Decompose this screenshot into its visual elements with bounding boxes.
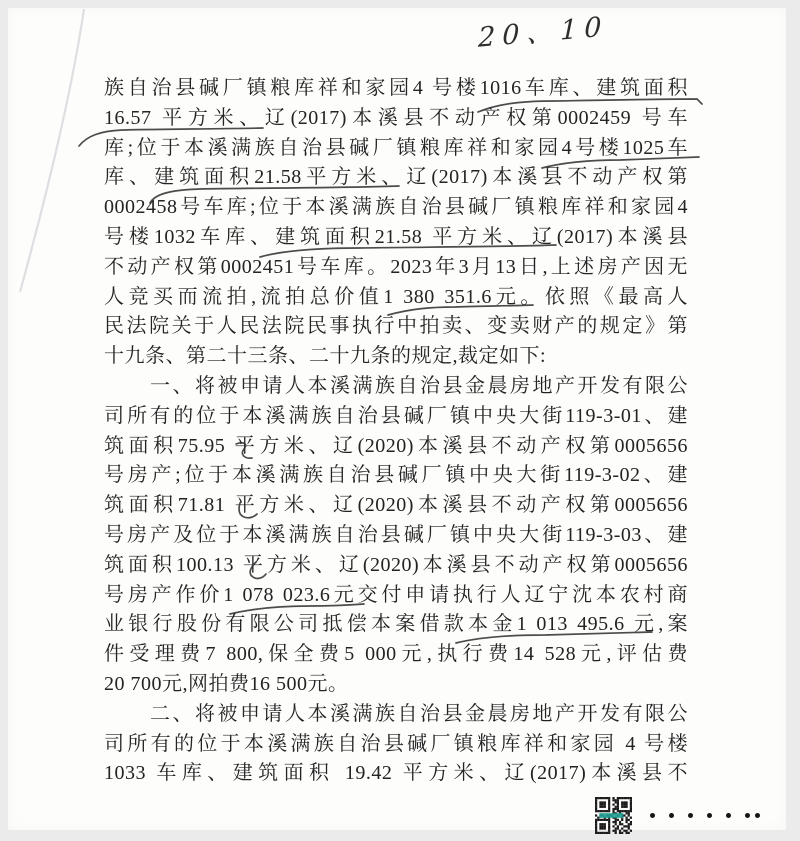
qr-module (608, 830, 610, 832)
qr-module (599, 819, 601, 821)
qr-module (606, 810, 608, 812)
qr-module (608, 806, 610, 808)
dot (650, 813, 655, 818)
qr-module (595, 808, 597, 810)
text-line: 库、建筑面积21.58平方米、辽(2017)本溪县不动产权第 (104, 166, 688, 189)
qr-module (604, 804, 606, 806)
qr-module (630, 817, 632, 819)
qr-module (630, 804, 632, 806)
qr-module (602, 804, 604, 806)
qr-module (625, 821, 627, 823)
qr-module (619, 810, 621, 812)
qr-module (602, 797, 604, 799)
qr-module (619, 832, 621, 834)
qr-module (597, 817, 599, 819)
qr-module (599, 801, 601, 803)
qr-module (612, 808, 614, 810)
qr-module (599, 804, 601, 806)
qr-module (625, 806, 627, 808)
qr-module (630, 799, 632, 801)
qr-module (625, 825, 627, 827)
qr-module (608, 797, 610, 799)
qr-module (604, 825, 606, 827)
text-line: 人竞买而流拍,流拍总价值1 380 351.6元。依照《最高人 (104, 285, 688, 308)
qr-module (599, 797, 601, 799)
qr-module (621, 827, 623, 829)
qr-module (617, 804, 619, 806)
text-line: 业银行股份有限公司抵偿本案借款本金1 013 495.6 元,案 (104, 613, 688, 636)
text-line: 号房产及位于本溪满族自治县碱厂镇中央大街119-3-03、建 (104, 523, 688, 546)
qr-module (630, 806, 632, 808)
dot-row (650, 809, 760, 821)
text-line: 件受理费7 800,保全费5 000元,执行费14 528元,评估费 (104, 643, 688, 666)
qr-module (602, 806, 604, 808)
qr-module (617, 806, 619, 808)
handwritten-note: 20、10 (477, 11, 609, 54)
dot (688, 813, 693, 818)
qr-module (625, 832, 627, 834)
qr-module (606, 819, 608, 821)
qr-module (602, 810, 604, 812)
qr-module (617, 801, 619, 803)
text-line: 不动产权第0002451号车库。2023年3月13日,上述房产因无 (104, 255, 688, 278)
qr-module (628, 827, 630, 829)
qr-module (615, 819, 617, 821)
qr-module (619, 821, 621, 823)
text-line: 一、将被申请人本溪满族自治县金晨房地产开发有限公 (150, 374, 688, 397)
text-line: 二、将被申请人本溪满族自治县金晨房地产开发有限公 (150, 702, 688, 725)
qr-module (628, 810, 630, 812)
qr-module (595, 814, 597, 816)
qr-module (602, 825, 604, 827)
text-line: 1033 车库、建筑面积 19.42 平方米、辽(2017)本溪县不 (104, 762, 688, 785)
qr-module (595, 804, 597, 806)
qr-module (628, 812, 630, 814)
qr-module (621, 832, 623, 834)
qr-module (608, 799, 610, 801)
qr-module (604, 823, 606, 825)
qr-module (617, 808, 619, 810)
qr-module (630, 801, 632, 803)
qr-module (615, 821, 617, 823)
qr-module (602, 819, 604, 821)
qr-module (597, 810, 599, 812)
text-line: 筑面积71.81 平方米、辽(2020)本溪县不动产权第0005656 (104, 494, 688, 517)
qr-module (595, 799, 597, 801)
qr-module (608, 825, 610, 827)
qr-module (617, 819, 619, 821)
qr-module (595, 821, 597, 823)
qr-module (630, 810, 632, 812)
qr-module (621, 819, 623, 821)
qr-code (595, 797, 632, 834)
text-line: 司所有的位于本溪满族自治县碱厂镇中央大街119-3-01、建 (104, 404, 688, 427)
qr-module (628, 825, 630, 827)
qr-module (625, 830, 627, 832)
qr-module (623, 825, 625, 827)
text-line: 号房产作价1 078 023.6元交付申请执行人辽宁沈本农村商 (104, 583, 688, 606)
qr-module (604, 832, 606, 834)
qr-module (599, 825, 601, 827)
qr-module (608, 801, 610, 803)
text-line: 筑面积75.95 平方米、辽(2020)本溪县不动产权第0005656 (104, 434, 688, 457)
text-line: 号房产;位于本溪满族自治县碱厂镇中央大街119-3-02、建 (104, 464, 688, 487)
qr-module (615, 823, 617, 825)
dot (707, 813, 712, 818)
qr-module (604, 806, 606, 808)
qr-module (625, 797, 627, 799)
qr-module (595, 819, 597, 821)
qr-module (615, 806, 617, 808)
qr-module (623, 797, 625, 799)
qr-module (612, 830, 614, 832)
qr-module (599, 827, 601, 829)
qr-module (619, 830, 621, 832)
qr-module (608, 810, 610, 812)
qr-module (625, 817, 627, 819)
qr-module (595, 806, 597, 808)
qr-module (628, 819, 630, 821)
qr-module (619, 823, 621, 825)
qr-module (608, 804, 610, 806)
dot (726, 813, 731, 818)
qr-module (597, 819, 599, 821)
qr-module (597, 797, 599, 799)
qr-module (617, 799, 619, 801)
qr-module (630, 823, 632, 825)
qr-module (606, 797, 608, 799)
dot (669, 813, 674, 818)
qr-module (623, 806, 625, 808)
qr-module (621, 823, 623, 825)
qr-module (628, 814, 630, 816)
qr-module (621, 810, 623, 812)
text-line: 0002458号车库;位于本溪满族自治县碱厂镇粮库祥和家园4 (104, 196, 688, 219)
qr-module (621, 806, 623, 808)
text-line: 16.57 平方米、辽(2017)本溪县不动产权第0002459 号车 (104, 106, 688, 129)
qr-module (630, 821, 632, 823)
qr-module (630, 808, 632, 810)
qr-module (597, 832, 599, 834)
text-line: 司所有的位于本溪满族自治县碱厂镇粮库祥和家园 4 号楼 (104, 732, 688, 755)
qr-module (612, 825, 614, 827)
dot (755, 813, 760, 818)
qr-module (615, 827, 617, 829)
qr-module (595, 830, 597, 832)
qr-module (604, 819, 606, 821)
qr-module (612, 799, 614, 801)
qr-module (621, 797, 623, 799)
qr-module (595, 832, 597, 834)
qr-module (628, 797, 630, 799)
qr-module (599, 823, 601, 825)
qr-module (625, 804, 627, 806)
text-line: 筑面积100.13 平方米、辽(2020)本溪县不动产权第0005656 (104, 553, 688, 576)
text-line: 库;位于本溪满族自治县碱厂镇粮库祥和家园4号楼1025车 (104, 136, 688, 159)
qr-module (623, 801, 625, 803)
qr-module (595, 825, 597, 827)
qr-module (612, 797, 614, 799)
text-line: 号楼1032车库、建筑面积21.58 平方米、辽(2017)本溪县 (104, 225, 688, 248)
qr-module (599, 832, 601, 834)
qr-module (602, 827, 604, 829)
qr-module (608, 821, 610, 823)
qr-module (623, 804, 625, 806)
qr-module (595, 797, 597, 799)
qr-module (630, 797, 632, 799)
qr-module (608, 827, 610, 829)
qr-module (617, 810, 619, 812)
qr-module (608, 808, 610, 810)
text-line: 十九条、第二十三条、二十九条的规定,裁定如下: (104, 345, 547, 368)
qr-module (595, 823, 597, 825)
qr-module (602, 832, 604, 834)
qr-module (615, 808, 617, 810)
qr-accent-streak (599, 813, 623, 818)
qr-module (625, 801, 627, 803)
qr-module (617, 797, 619, 799)
qr-module (595, 810, 597, 812)
text-line: 民法院关于人民法院民事执行中拍卖、变卖财产的规定》第 (104, 315, 688, 338)
qr-module (595, 801, 597, 803)
qr-module (604, 810, 606, 812)
qr-module (599, 806, 601, 808)
qr-module (595, 827, 597, 829)
qr-module (612, 821, 614, 823)
qr-module (625, 819, 627, 821)
qr-module (599, 810, 601, 812)
qr-module (608, 819, 610, 821)
qr-module (615, 799, 617, 801)
text-line: 20 700元,网拍费16 500元。 (104, 672, 349, 695)
dot (745, 813, 750, 818)
text-line: 族自治县碱厂镇粮库祥和家园4 号楼1016车库、建筑面积 (104, 77, 688, 99)
qr-module (608, 823, 610, 825)
qr-module (617, 827, 619, 829)
qr-module (602, 823, 604, 825)
qr-module (630, 830, 632, 832)
qr-module (604, 797, 606, 799)
qr-module (623, 830, 625, 832)
qr-module (612, 810, 614, 812)
document-body (104, 74, 688, 789)
qr-module (615, 801, 617, 803)
qr-module (604, 801, 606, 803)
qr-module (608, 832, 610, 834)
qr-module (615, 832, 617, 834)
qr-module (619, 797, 621, 799)
qr-module (621, 804, 623, 806)
qr-module (621, 801, 623, 803)
qr-module (628, 832, 630, 834)
qr-module (625, 812, 627, 814)
qr-module (623, 810, 625, 812)
qr-module (615, 830, 617, 832)
qr-module (602, 801, 604, 803)
qr-module (623, 814, 625, 816)
qr-module (612, 804, 614, 806)
qr-module (604, 827, 606, 829)
qr-module (625, 810, 627, 812)
qr-module (606, 832, 608, 834)
qr-module (628, 823, 630, 825)
qr-module (617, 825, 619, 827)
